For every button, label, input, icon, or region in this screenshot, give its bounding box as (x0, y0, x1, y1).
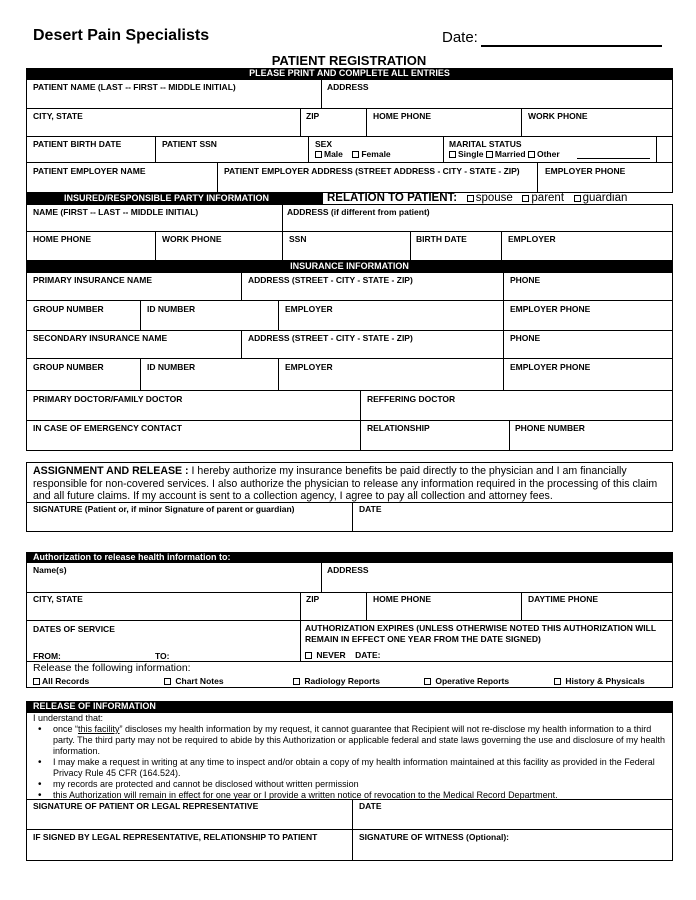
secondary-employer-phone-label: EMPLOYER PHONE (510, 362, 591, 372)
insured-section-bar: INSURED/RESPONSIBLE PARTY INFORMATION (26, 193, 323, 204)
to-label: TO: (155, 651, 170, 661)
release-following-label: Release the following information: (33, 662, 191, 674)
chart-notes-checkbox[interactable] (164, 678, 171, 685)
relation-spouse-checkbox[interactable] (467, 195, 474, 202)
patient-city-state-label: CITY, STATE (33, 111, 83, 121)
marital-other-checkbox[interactable] (528, 151, 535, 158)
from-label: FROM: (33, 651, 61, 661)
practice-name: Desert Pain Specialists (33, 27, 210, 44)
emergency-relationship-label: RELATIONSHIP (367, 423, 430, 433)
auth-home-phone-label: HOME PHONE (373, 594, 432, 604)
option-chart-notes[interactable]: Chart Notes (164, 676, 224, 686)
release-date-label: DATE (359, 801, 382, 811)
option-operative-reports[interactable]: Operative Reports (424, 676, 509, 686)
release-bullet-4: • this Authorization will remain in effect for one year or I provide a written notice of revocation to the Medical Record Department. (32, 790, 668, 801)
patient-employer-address-label: PATIENT EMPLOYER ADDRESS (STREET ADDRESS - CITY - STATE - ZIP) (224, 166, 520, 176)
authorization-expires-text: AUTHORIZATION EXPIRES (UNLESS OTHERWISE NOTED THIS AUTHORIZATION WILL REMAIN IN EFFECT ONE YEAR FROM THE DATE SIGNED) (305, 623, 656, 644)
never-checkbox[interactable] (305, 652, 312, 659)
option-radiology-reports[interactable]: Radiology Reports (293, 676, 380, 686)
emergency-contact-label: IN CASE OF EMERGENCY CONTACT (33, 423, 182, 433)
assignment-text (33, 465, 663, 503)
marital-married-checkbox[interactable] (486, 151, 493, 158)
auth-names-label: Name(s) (33, 565, 67, 575)
never-option: NEVER DATE: (305, 650, 380, 660)
insured-name-label: NAME (FIRST -- LAST -- MIDDLE INITIAL) (33, 207, 199, 217)
date-field-line[interactable] (481, 45, 662, 47)
primary-doctor-label: PRIMARY DOCTOR/FAMILY DOCTOR (33, 394, 183, 404)
primary-employer-phone-label: EMPLOYER PHONE (510, 304, 591, 314)
emergency-phone-number-label: PHONE NUMBER (515, 423, 585, 433)
insured-home-phone-label: HOME PHONE (33, 234, 92, 244)
secondary-id-number-label: ID NUMBER (147, 362, 196, 372)
patient-ssn-label: PATIENT SSN (162, 139, 217, 149)
primary-insurance-address-label: ADDRESS (STREET - CITY - STATE - ZIP) (248, 275, 413, 285)
assignment-signature-label: SIGNATURE (Patient or, if minor Signature of parent or guardian) (33, 504, 295, 514)
auth-daytime-phone-label: DAYTIME PHONE (528, 594, 599, 604)
primary-employer-label: EMPLOYER (285, 304, 333, 314)
dates-of-service-label: DATES OF SERVICE (33, 624, 115, 634)
operative-reports-checkbox[interactable] (424, 678, 431, 685)
primary-id-number-label: ID NUMBER (147, 304, 196, 314)
secondary-employer-label: EMPLOYER (285, 362, 333, 372)
relation-parent-checkbox[interactable] (522, 195, 529, 202)
insured-birth-date-label: BIRTH DATE (416, 234, 467, 244)
patient-name-label: PATIENT NAME (LAST -- FIRST -- MIDDLE INITIAL) (33, 82, 236, 92)
secondary-insurance-name-label: SECONDARY INSURANCE NAME (33, 333, 168, 343)
release-bullet-2: • I may make a request in writing at any time to inspect and/or obtain a copy of my health information maintained at this facility as provided in the Federal Privacy Rule 45 CFR (164.524). (32, 757, 668, 779)
option-history-physicals[interactable]: History & Physicals (554, 676, 645, 686)
legal-rep-relationship-label: IF SIGNED BY LEGAL REPRESENTATIVE, RELATIONSHIP TO PATIENT (33, 832, 318, 842)
release-section-bar: RELEASE OF INFORMATION (26, 701, 673, 712)
instructions-bar: PLEASE PRINT AND COMPLETE ALL ENTRIES (26, 68, 673, 79)
patient-address-label: ADDRESS (327, 82, 369, 92)
insured-address-label: ADDRESS (if different from patient) (287, 207, 430, 217)
sex-female-checkbox[interactable] (352, 151, 359, 158)
sex-label: SEX (315, 139, 333, 149)
auth-address-label: ADDRESS (327, 565, 369, 575)
history-physicals-checkbox[interactable] (554, 678, 561, 685)
primary-insurance-name-label: PRIMARY INSURANCE NAME (33, 275, 153, 285)
date-label: Date: (442, 29, 478, 46)
auth-zip-label: ZIP (306, 594, 320, 604)
patient-home-phone-label: HOME PHONE (373, 111, 432, 121)
release-bullet-1: • once “this facility” discloses my health information by my request, it cannot guarantee that Recipient will not re-disclose my health information to a third party. The third party may not be required to abide by this Authorization or applicable federal and state laws governing the use and disclosure of my health information. (32, 724, 668, 757)
assignment-body: I hereby authorize my insurance benefits be paid directly to the physician and I am financially responsible for non-covered services. I also authorize the physician to release any information required in the processing of this claim and all future claims. If my account is sent to a collection agency, I agree to pay all collection and attorney fees. (33, 465, 658, 502)
all-records-checkbox[interactable] (33, 678, 40, 685)
sex-male-checkbox[interactable] (315, 151, 322, 158)
marital-options: Single Married Other (449, 149, 560, 159)
marital-other-line[interactable] (577, 158, 650, 159)
marital-status-label: MARITAL STATUS (449, 139, 522, 149)
primary-group-number-label: GROUP NUMBER (33, 304, 104, 314)
patient-birth-date-label: PATIENT BIRTH DATE (33, 139, 122, 149)
insured-work-phone-label: WORK PHONE (162, 234, 222, 244)
secondary-insurance-phone-label: PHONE (510, 333, 541, 343)
secondary-group-number-label: GROUP NUMBER (33, 362, 104, 372)
insurance-section-bar: INSURANCE INFORMATION (26, 261, 673, 272)
option-all-records[interactable]: All Records (33, 676, 89, 686)
relation-to-patient: RELATION TO PATIENT: spouse parent guardian (327, 192, 628, 204)
release-bullet-3: • my records are protected and cannot be disclosed without written permission (32, 779, 668, 790)
referring-doctor-label: REFFERING DOCTOR (367, 394, 456, 404)
secondary-insurance-address-label: ADDRESS (STREET - CITY - STATE - ZIP) (248, 333, 413, 343)
this-facility-link[interactable]: this facility (78, 724, 120, 734)
release-intro: I understand that: (33, 713, 104, 723)
form-title: PATIENT REGISTRATION (271, 53, 427, 68)
radiology-reports-checkbox[interactable] (293, 678, 300, 685)
authorization-section-bar: Authorization to release health information to: (26, 552, 673, 562)
patient-zip-label: ZIP (306, 111, 320, 121)
primary-insurance-phone-label: PHONE (510, 275, 541, 285)
relation-guardian-checkbox[interactable] (574, 195, 581, 202)
patient-work-phone-label: WORK PHONE (528, 111, 588, 121)
insured-employer-label: EMPLOYER (508, 234, 556, 244)
insured-ssn-label: SSN (289, 234, 307, 244)
sex-options: Male Female (315, 149, 391, 159)
patient-employer-phone-label: EMPLOYER PHONE (545, 166, 626, 176)
patient-signature-label: SIGNATURE OF PATIENT OR LEGAL REPRESENTATIVE (33, 801, 259, 811)
assignment-title: ASSIGNMENT AND RELEASE : (33, 465, 189, 477)
assignment-date-label: DATE (359, 504, 382, 514)
marital-single-checkbox[interactable] (449, 151, 456, 158)
witness-signature-label: SIGNATURE OF WITNESS (Optional): (359, 832, 509, 842)
release-bullets (32, 724, 668, 801)
auth-city-state-label: CITY, STATE (33, 594, 83, 604)
patient-employer-name-label: PATIENT EMPLOYER NAME (33, 166, 146, 176)
